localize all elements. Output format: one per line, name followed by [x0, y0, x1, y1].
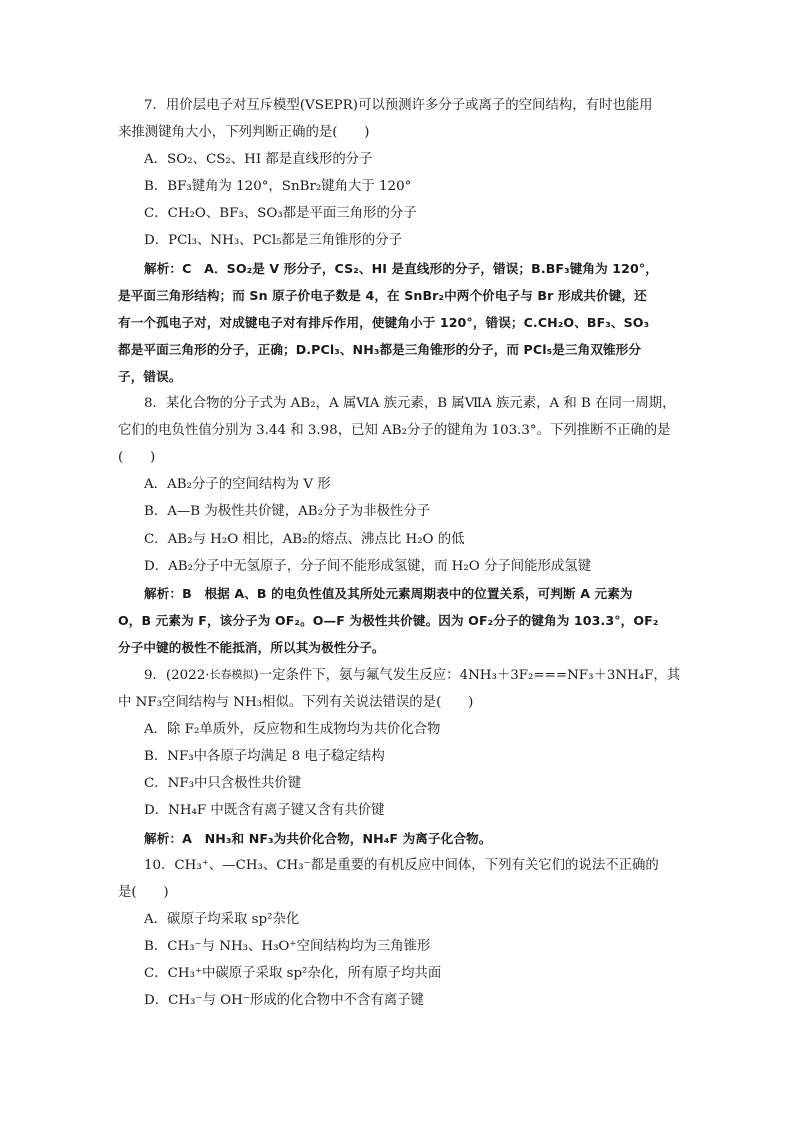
- q9-option-c: C．NF₃中只含极性共价键: [144, 776, 302, 792]
- q7-option-a: A．SO₂、CS₂、HI 都是直线形的分子: [144, 152, 373, 168]
- question-7: [118, 92, 678, 390]
- q8-stem-line-2: 它们的电负性值分别为 3.44 和 3.98，已知 AB₂分子的键角为 103.3°。下列推断不正确的是: [118, 423, 671, 439]
- q9-stem-prefix: 9．(2022·: [144, 667, 210, 683]
- q10-option-c: C．CH₃⁺中碳原子采取 sp²杂化，所有原子均共面: [144, 966, 442, 981]
- q7-stem-line-1: 7．用价层电子对互斥模型(VSEPR)可以预测许多分子或离子的空间结构，有时也能用: [144, 98, 653, 113]
- q10-stem-line-2: 是( ): [118, 884, 169, 900]
- q9-option-a: A．除 F₂单质外，反应物和生成物均为共价化合物: [144, 722, 441, 738]
- q7-stem-line-2: 来推测键角大小，下列判断正确的是( ): [118, 125, 370, 141]
- q9-option-d: D．NH₄F 中既含有离子键又含有共价键: [144, 803, 385, 819]
- q9-source-label: 长春模拟: [209, 667, 254, 681]
- q8-stem-line-3: ( ): [118, 450, 156, 466]
- q8-analysis-line-1: 解析：B 根据 A、B 的电负性值及其所处元素周期表中的位置关系，可判断 A 元素为: [144, 585, 633, 601]
- q10-stem-line-1: 10．CH₃⁺、—CH₃、CH₃⁻都是重要的有机反应中间体，下列有关它们的说法不正确的: [144, 857, 659, 873]
- q10-option-b: B．CH₃⁻与 NH₃、H₃O⁺空间结构均为三角锥形: [144, 938, 431, 954]
- question-9: [118, 661, 681, 852]
- q8-option-a: A．AB₂分子的空间结构为 V 形: [144, 477, 331, 493]
- q8-option-b: B．A—B 为极性共价键，AB₂分子为非极性分子: [144, 504, 431, 520]
- q8-option-d: D．AB₂分子中无氢原子，分子间不能形成氢键，而 H₂O 分子间能形成氢键: [144, 558, 592, 574]
- q7-option-c: C．CH₂O、BF₃、SO₃都是平面三角形的分子: [144, 206, 417, 222]
- q7-analysis-line-4: 都是平面三角形的分子，正确；D.PCl₃、NH₃都是三角锥形的分子，而 PCl₅是三角双锥形分: [118, 341, 642, 357]
- q8-analysis-line-3: 分子中键的极性不能抵消，所以其为极性分子。: [118, 639, 385, 655]
- q9-stem-suffix: )一定条件下，氨与氟气发生反应：4NH₃＋3F₂===NF₃＋3NH₄F，其: [253, 667, 681, 683]
- document-page: [118, 92, 681, 1014]
- q9-stem-line-1: [118, 661, 681, 689]
- q8-option-c: C．AB₂与 H₂O 相比，AB₂的熔点、沸点比 H₂O 的低: [144, 531, 465, 547]
- question-8: [118, 390, 678, 661]
- q9-stem-line-2: 中 NF₃空间结构与 NH₃相似。下列有关说法错误的是( ): [118, 695, 474, 711]
- q7-option-d: D．PCl₃、NH₃、PCl₅都是三角锥形的分子: [144, 233, 402, 249]
- q9-analysis-line-1: 解析：A NH₃和 NF₃为共价化合物，NH₄F 为离子化合物。: [144, 830, 492, 846]
- question-10: [118, 852, 678, 1015]
- q9-option-b: B．NF₃中各原子均满足 8 电子稳定结构: [144, 749, 385, 765]
- q7-analysis-line-1: 解析：C A．SO₂是 V 形分子，CS₂、HI 是直线形的分子，错误；B.BF₃键角为 120°，: [144, 260, 658, 276]
- q7-analysis-line-2: 是平面三角形结构；而 Sn 原子价电子数是 4，在 SnBr₂中两个价电子与 Br 形成共价键，还: [118, 287, 647, 303]
- q8-stem-line-1: 8．某化合物的分子式为 AB₂，A 属ⅥA 族元素，B 属ⅦA 族元素，A 和 B 在同一周期，: [144, 396, 676, 412]
- q10-option-a: A．碳原子均采取 sp²杂化: [144, 911, 300, 927]
- q7-analysis-line-3: 有一个孤电子对，对成键电子对有排斥作用，使键角小于 120°，错误；C.CH₂O、BF₃、SO₃: [118, 314, 650, 330]
- q8-analysis-line-2: O，B 元素为 F，该分子为 OF₂。O—F 为极性共价键。因为 OF₂分子的键角为 103.3°，OF₂: [118, 612, 659, 628]
- q10-option-d: D．CH₃⁻与 OH⁻形成的化合物中不含有离子键: [144, 993, 424, 1009]
- q7-analysis-line-5: 子，错误。: [118, 368, 182, 384]
- q7-option-b: B．BF₃键角为 120°，SnBr₂键角大于 120°: [144, 179, 412, 195]
